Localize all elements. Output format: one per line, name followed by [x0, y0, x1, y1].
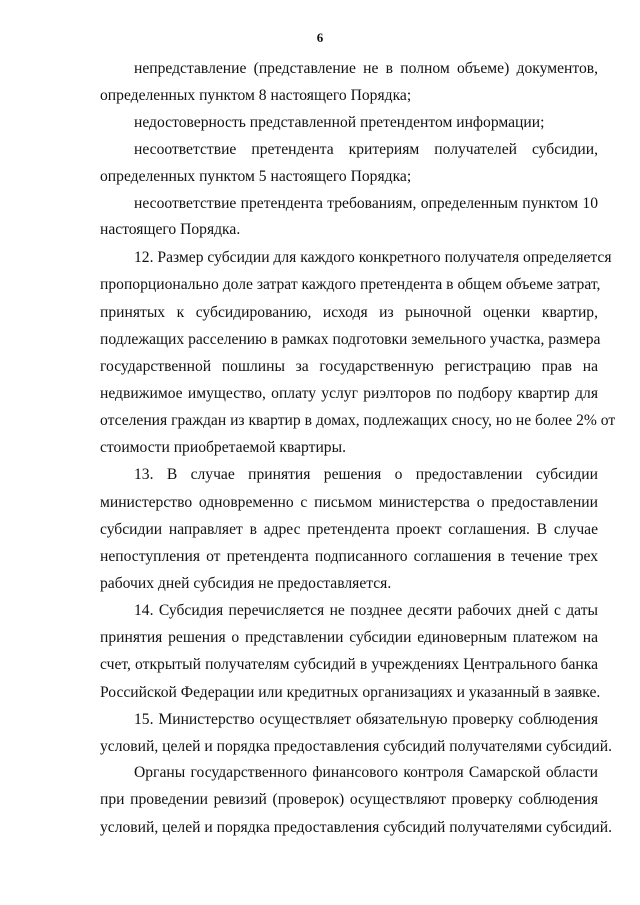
text-line: определенных пунктом 8 настоящего Порядка; [100, 87, 412, 104]
text-line: при проведении ревизий (проверок) осуществляют проверку соблюдения [100, 791, 598, 808]
text-line: недвижимое имущество, оплату услуг риэлторов по подбору квартир для [100, 385, 598, 402]
text-line: несоответствие претендента требованиям, определенным пунктом 10 [134, 195, 598, 212]
text-line: 12. Размер субсидии для каждого конкретного получателя определяется [134, 249, 612, 266]
text-line: непоступления от претендента подписанного соглашения в течение трех [100, 548, 598, 565]
text-line: министерство одновременно с письмом министерства о предоставлении [100, 494, 598, 511]
text-line: непредставление (представление не в полном объеме) документов, [134, 60, 598, 77]
text-line: недостоверность представленной претендентом информации; [134, 114, 545, 131]
text-line: отселения граждан из квартир в домах, подлежащих сносу, но не более 2% от [100, 412, 616, 429]
text-line: условий, целей и порядка предоставления субсидий получателями субсидий. [100, 819, 612, 836]
text-line: несоответствие претендента критериям получателей субсидии, [134, 141, 598, 158]
text-line: настоящего Порядка. [100, 221, 241, 238]
text-line: Российской Федерации или кредитных организациях и указанный в заявке. [100, 684, 601, 701]
text-line: определенных пунктом 5 настоящего Порядка; [100, 168, 412, 185]
text-line: подлежащих расселению в рамках подготовки земельного участка, размера [100, 331, 601, 348]
text-line: 15. Министерство осуществляет обязательную проверку соблюдения [134, 711, 598, 728]
text-line: Органы государственного финансового контроля Самарской области [134, 764, 598, 781]
text-line: рабочих дней субсидия не предоставляется. [100, 575, 392, 592]
text-line: 14. Субсидия перечисляется не позднее десяти рабочих дней с даты [134, 602, 598, 619]
text-line: условий, целей и порядка предоставления субсидий получателями субсидий. [100, 738, 612, 755]
page-number: 6 [316, 30, 324, 45]
text-line: принятых к субсидированию, исходя из рыночной оценки квартир, [100, 304, 598, 321]
text-line: 13. В случае принятия решения о предоставлении субсидии [134, 466, 598, 483]
text-line: счет, открытый получателям субсидий в учреждениях Центрального банка [100, 656, 598, 673]
text-line: государственной пошлины за государственную регистрацию прав на [100, 358, 598, 375]
text-line: пропорционально доле затрат каждого претендента в общем объеме затрат, [100, 276, 601, 293]
text-line: принятия решения о представлении субсидии единоверным платежом на [100, 629, 598, 646]
text-line: субсидии направляет в адрес претендента проект соглашения. В случае [100, 521, 598, 538]
text-line: стоимости приобретаемой квартиры. [100, 439, 346, 456]
